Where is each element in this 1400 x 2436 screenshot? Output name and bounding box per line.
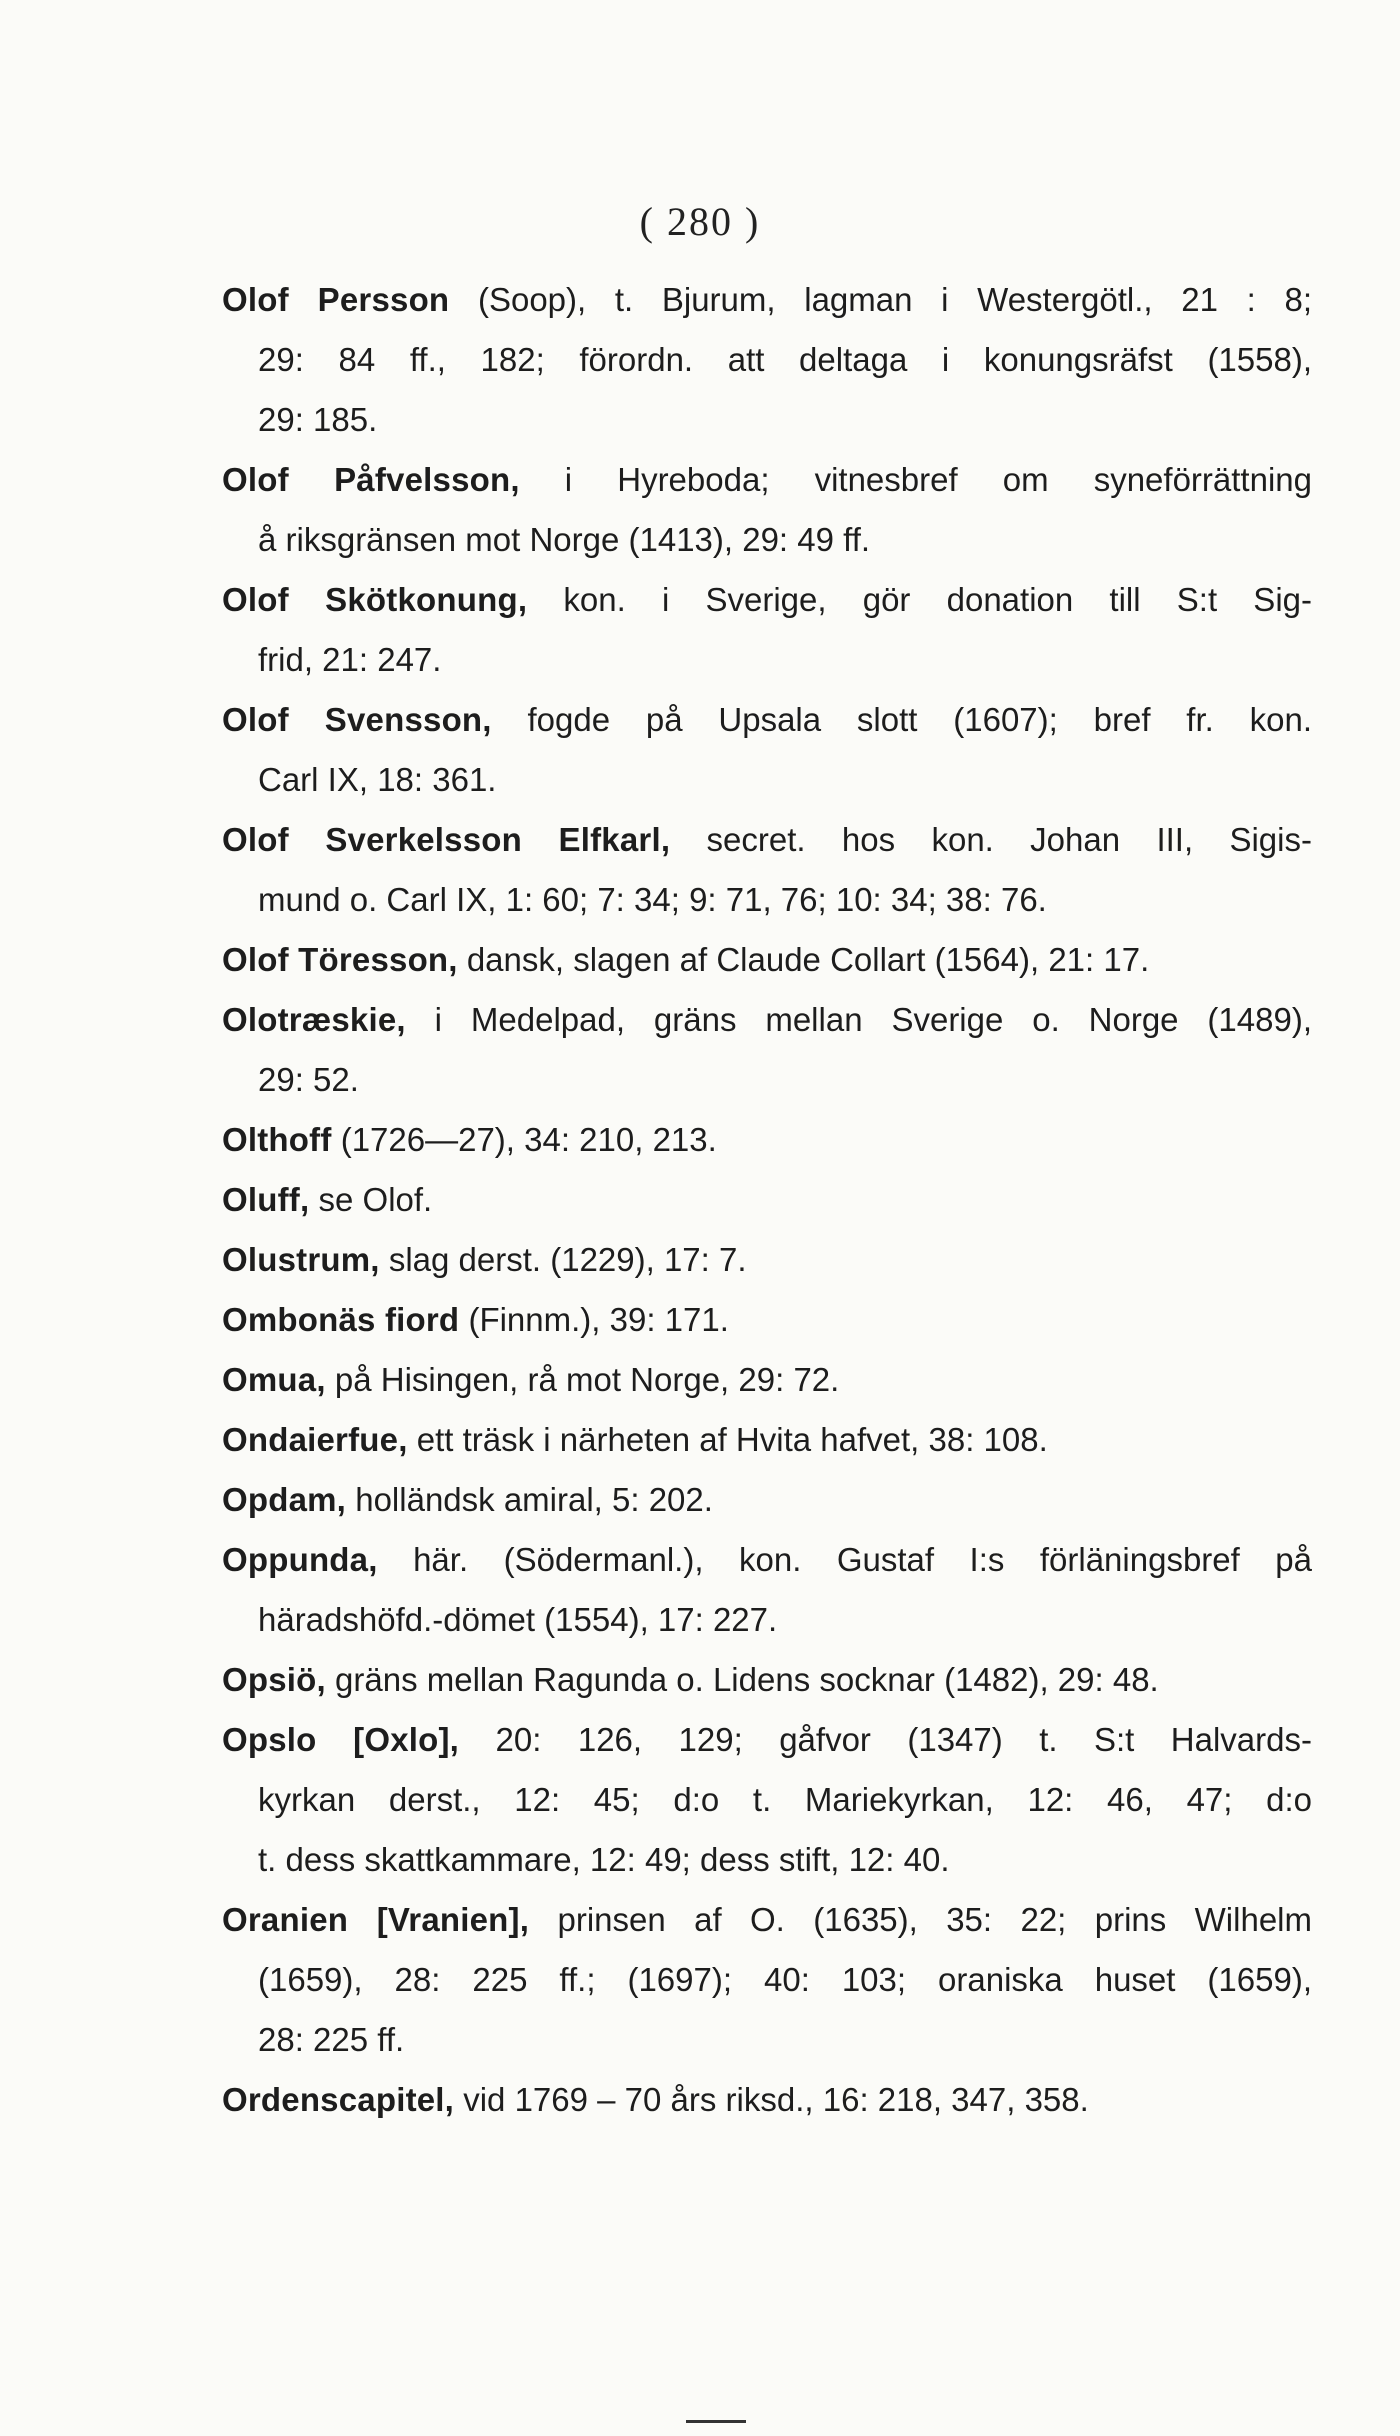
entry-headword: Ordenscapitel, [222, 2081, 455, 2118]
entry-headword: Olthoff [222, 1121, 332, 1158]
entry-first-line: Opsiö, gräns mellan Ragunda o. Lidens socknar (1482), 29: 48. [222, 1661, 1159, 1698]
entry-headword: Olof Sverkelsson Elfkarl, [222, 821, 671, 858]
index-entry [222, 1290, 1312, 1350]
page-number: ( 280 ) [639, 199, 761, 244]
entry-headword: Opdam, [222, 1481, 347, 1518]
index-entry [222, 690, 1312, 810]
entry-first-line: Olof Sverkelsson Elfkarl, secret. hos kon. Johan III, Sigis- [222, 821, 1312, 858]
entry-continuation-line: mund o. Carl IX, 1: 60; 7: 34; 9: 71, 76; 10: 34; 38: 76. [258, 881, 1047, 918]
index-entry [222, 270, 1312, 450]
entry-continuation-line: Carl IX, 18: 361. [258, 761, 497, 798]
entry-headword: Olof Töresson, [222, 941, 458, 978]
entry-continuation-line: å riksgränsen mot Norge (1413), 29: 49 ff. [258, 521, 871, 558]
entry-first-line: Olthoff (1726—27), 34: 210, 213. [222, 1121, 717, 1158]
entry-first-line: Opdam, holländsk amiral, 5: 202. [222, 1481, 713, 1518]
entry-continuation-line: (1659), 28: 225 ff.; (1697); 40: 103; oraniska huset (1659), [258, 1961, 1312, 1998]
entry-first-line: Oluff, se Olof. [222, 1181, 433, 1218]
index-entry [222, 1110, 1312, 1170]
entry-first-line: Olotræskie, i Medelpad, gräns mellan Sverige o. Norge (1489), [222, 1001, 1312, 1038]
index-entry [222, 1350, 1312, 1410]
entry-headword: Olof Påfvelsson, [222, 461, 520, 498]
entry-first-line: Olof Svensson, fogde på Upsala slott (1607); bref fr. kon. [222, 701, 1312, 738]
index-entry [222, 450, 1312, 570]
entry-continuation-line: 29: 84 ff., 182; förordn. att deltaga i konungsräfst (1558), [258, 341, 1312, 378]
entry-headword: Omua, [222, 1361, 326, 1398]
index-entry [222, 1170, 1312, 1230]
entry-continuation-line: frid, 21: 247. [258, 641, 442, 678]
index-entry [222, 570, 1312, 690]
entry-continuation-line: 28: 225 ff. [258, 2021, 405, 2058]
entry-first-line: Omua, på Hisingen, rå mot Norge, 29: 72. [222, 1361, 840, 1398]
entry-continuation-line: kyrkan derst., 12: 45; d:o t. Mariekyrkan, 12: 46, 47; d:o [258, 1781, 1312, 1818]
index-entry [222, 930, 1312, 990]
entry-headword: Oluff, [222, 1181, 310, 1218]
entry-headword: Olof Svensson, [222, 701, 492, 738]
footer-rule [686, 2420, 746, 2423]
entry-first-line: Olustrum, slag derst. (1229), 17: 7. [222, 1241, 747, 1278]
entry-first-line: Oranien [Vranien], prinsen af O. (1635), 35: 22; prins Wilhelm [222, 1901, 1312, 1938]
index-entry [222, 1650, 1312, 1710]
entry-continuation-line: 29: 185. [258, 401, 378, 438]
index-entry [222, 1530, 1312, 1650]
entry-first-line: Olof Påfvelsson, i Hyreboda; vitnesbref om syneförrättning [222, 461, 1312, 498]
entry-headword: Oranien [Vranien], [222, 1901, 530, 1938]
index-entry [222, 1470, 1312, 1530]
index-entry [222, 1710, 1312, 1890]
entry-first-line: Ordenscapitel, vid 1769 – 70 års riksd., 16: 218, 347, 358. [222, 2081, 1089, 2118]
index-entry [222, 990, 1312, 1110]
entry-first-line: Opslo [Oxlo], 20: 126, 129; gåfvor (1347) t. S:t Halvards- [222, 1721, 1312, 1758]
entry-headword: Oppunda, [222, 1541, 378, 1578]
entry-first-line: Oppunda, här. (Södermanl.), kon. Gustaf I:s förläningsbref på [222, 1541, 1312, 1578]
index-entry [222, 2070, 1312, 2130]
entry-first-line: Ondaierfue, ett träsk i närheten af Hvita hafvet, 38: 108. [222, 1421, 1048, 1458]
index-entry [222, 1230, 1312, 1290]
index-entry [222, 810, 1312, 930]
entry-continuation-line: t. dess skattkammare, 12: 49; dess stift, 12: 40. [258, 1841, 950, 1878]
entry-headword: Olotræskie, [222, 1001, 406, 1038]
index-entry [222, 1410, 1312, 1470]
entry-continuation-line: häradshöfd.-dömet (1554), 17: 227. [258, 1601, 778, 1638]
entry-headword: Ombonäs fiord [222, 1301, 460, 1338]
entry-first-line: Olof Persson (Soop), t. Bjurum, lagman i Westergötl., 21 : 8; [222, 281, 1312, 318]
entry-headword: Opslo [Oxlo], [222, 1721, 460, 1758]
entry-headword: Olof Skötkonung, [222, 581, 528, 618]
entry-first-line: Olof Töresson, dansk, slagen af Claude Collart (1564), 21: 17. [222, 941, 1150, 978]
entry-headword: Opsiö, [222, 1661, 326, 1698]
entry-headword: Olof Persson [222, 281, 450, 318]
entry-first-line: Ombonäs fiord (Finnm.), 39: 171. [222, 1301, 729, 1338]
index-entry [222, 1890, 1312, 2070]
entry-headword: Ondaierfue, [222, 1421, 408, 1458]
index-entries [222, 270, 1312, 2130]
entry-continuation-line: 29: 52. [258, 1061, 359, 1098]
entry-first-line: Olof Skötkonung, kon. i Sverige, gör donation till S:t Sig- [222, 581, 1312, 618]
entry-headword: Olustrum, [222, 1241, 380, 1278]
